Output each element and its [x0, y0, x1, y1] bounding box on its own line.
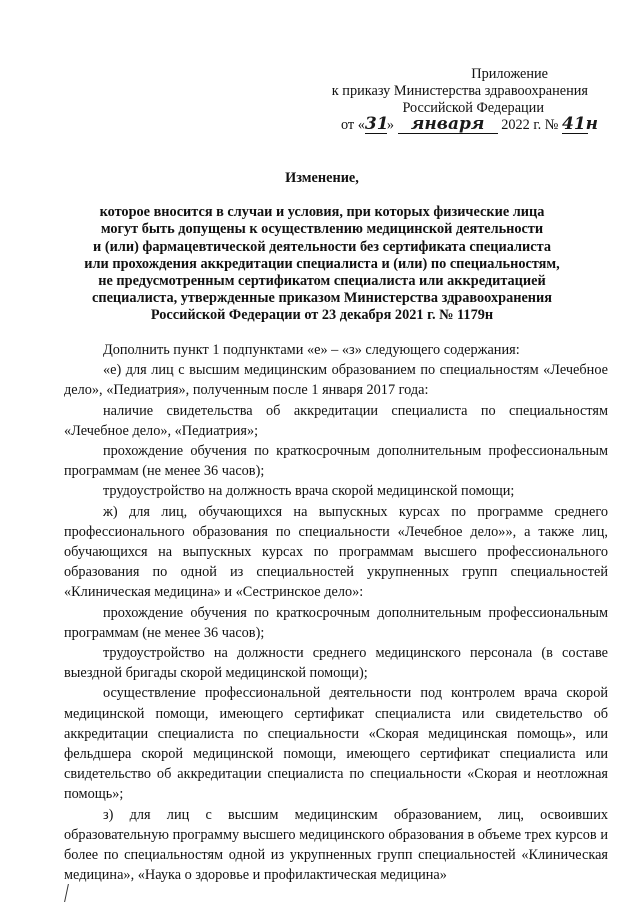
- order-reference: к приказу Министерства здравоохранения: [331, 83, 588, 99]
- date-close-quote: »: [386, 117, 395, 133]
- handwritten-month: января: [410, 114, 485, 134]
- title-line: или прохождения аккредитации специалиста и (или) по специальностям,: [84, 255, 560, 272]
- title-line: Российской Федерации от 23 декабря 2021 г. № 1179н: [150, 307, 494, 324]
- title-line: не предусмотренным сертификатом специалиста или аккредитацией: [98, 273, 546, 290]
- ministry-country: Российской Федерации: [402, 100, 544, 116]
- body-paragraph: з) для лиц с высшим медицинским образованием, лиц, освоивших образовательную программу высшего медицинского образования в объеме трех курсов и более по специальностям одной из укрупненных групп специальностей «Клиническая медицина», «Наука о здоровье и профилактическая медицина»: [64, 806, 608, 884]
- document-body: [64, 340, 608, 885]
- title-line: и (или) фармацевтической деятельности без сертификата специалиста: [93, 238, 551, 255]
- document-title: [64, 170, 580, 325]
- date-day-field: [364, 114, 389, 134]
- body-paragraph: прохождение обучения по краткосрочным дополнительным профессиональным программам (не менее 36 часов);: [64, 604, 608, 641]
- appendix-label: Приложение: [471, 66, 548, 82]
- order-date-line: [288, 114, 599, 134]
- title-heading: Изменение,: [285, 170, 359, 186]
- date-year: 2022 г. №: [501, 117, 559, 133]
- order-number-field: [562, 114, 599, 134]
- handwritten-number: 41н: [562, 114, 599, 134]
- body-paragraph: Дополнить пункт 1 подпунктами «е» – «з» следующего содержания:: [103, 342, 520, 358]
- date-prefix: от «: [340, 117, 365, 133]
- body-paragraph: осуществление профессиональной деятельности под контролем врача скорой медицинской помощи, имеющего сертификат специалиста или свидетельство об аккредитации специалиста по специальности «Скорая медицинская помощь», или фельдшера скорой медицинской помощи, имеющего сертификат специалиста или свидетельство об аккредитации специалиста по специальности «Скорая и неотложная помощь»;: [64, 685, 608, 803]
- handwritten-day: 31: [364, 114, 389, 134]
- appendix-header: [288, 66, 599, 134]
- body-paragraph: «е) для лиц с высшим медицинским образованием по специальностям «Лечебное дело», «Педиатрия», полученным после 1 января 2017 года:: [64, 362, 608, 399]
- body-paragraph: наличие свидетельства об аккредитации специалиста по специальностям «Лечебное дело», «Педиатрия»;: [64, 402, 608, 439]
- title-line: специалиста, утвержденные приказом Министерства здравоохранения: [91, 290, 553, 307]
- title-line: могут быть допущены к осуществлению медицинской деятельности: [100, 221, 544, 238]
- body-paragraph: трудоустройство на должность врача скорой медицинской помощи;: [103, 483, 515, 500]
- body-paragraph: ж) для лиц, обучающихся на выпускных курсах по программе среднего профессионального образования по специальности «Лечебное дело»», а также лиц, обучающихся на выпускных курсах по программам высшего профессионального образования по одной из специальностей укрупненных групп специальностей «Клиническая медицина» и «Сестринское дело»:: [64, 503, 608, 601]
- body-paragraph: прохождение обучения по краткосрочным дополнительным профессиональным программам (не менее 36 часов);: [64, 443, 608, 480]
- body-paragraph: трудоустройство на должности среднего медицинского персонала (в составе выездной бригады скорой медицинской помощи);: [64, 645, 608, 682]
- date-month-field: [398, 114, 498, 134]
- scan-mark: [64, 884, 75, 902]
- title-line: которое вносится в случаи и условия, при которых физические лица: [99, 204, 545, 221]
